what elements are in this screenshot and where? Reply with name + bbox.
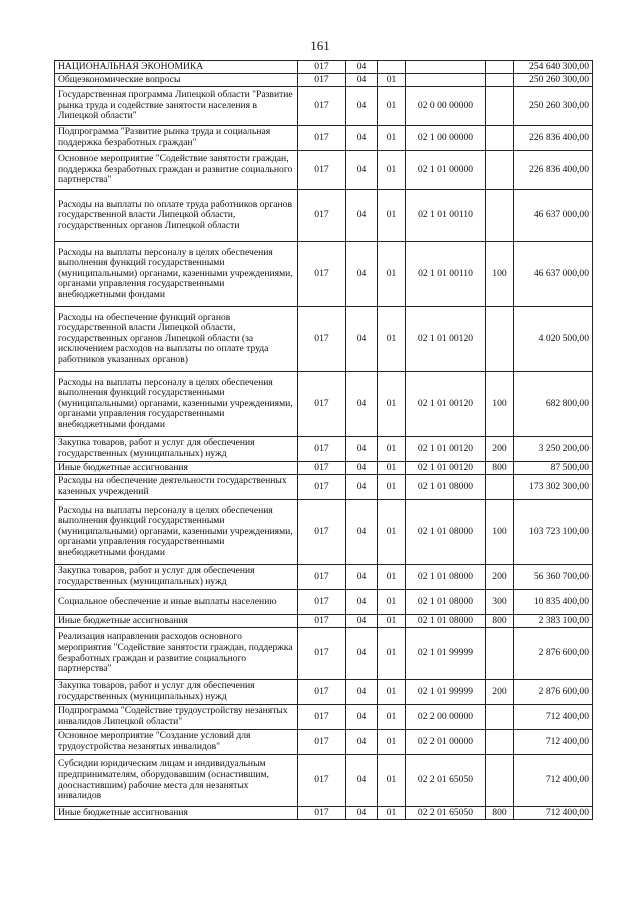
row-section-code: 04 xyxy=(346,615,378,628)
row-target-article: 02 1 01 08000 xyxy=(406,500,486,565)
table-row xyxy=(55,680,593,705)
row-ministry-code: 017 xyxy=(298,680,346,705)
row-expense-type: 100 xyxy=(486,500,514,565)
row-target-article: 02 1 01 08000 xyxy=(406,475,486,500)
row-section-code: 04 xyxy=(346,242,378,307)
row-subsection-code: 01 xyxy=(378,680,406,705)
row-name: Иные бюджетные ассигнования xyxy=(55,462,298,475)
row-amount: 226 836 400,00 xyxy=(514,151,593,190)
row-expense-type xyxy=(486,628,514,680)
row-ministry-code: 017 xyxy=(298,807,346,820)
row-amount: 682 800,00 xyxy=(514,372,593,437)
table-row xyxy=(55,462,593,475)
table-row xyxy=(55,151,593,190)
row-target-article: 02 2 00 00000 xyxy=(406,705,486,730)
row-target-article: 02 1 01 08000 xyxy=(406,590,486,615)
row-target-article: 02 1 01 08000 xyxy=(406,615,486,628)
row-target-article: 02 1 01 00110 xyxy=(406,190,486,242)
row-target-article: 02 1 01 00120 xyxy=(406,307,486,372)
row-name: Расходы на выплаты по оплате труда работников органов государственной власти Липецкой области, государственных органов Липецкой области xyxy=(55,190,298,242)
row-ministry-code: 017 xyxy=(298,74,346,87)
row-expense-type: 100 xyxy=(486,242,514,307)
row-expense-type xyxy=(486,87,514,126)
row-name: Расходы на выплаты персоналу в целях обеспечения выполнения функций государственными (муниципальными) органами, казенными учреждениями, органами управления государственными внебюджетными фондами xyxy=(55,500,298,565)
table-row xyxy=(55,475,593,500)
row-target-article: 02 2 01 65050 xyxy=(406,755,486,807)
row-ministry-code: 017 xyxy=(298,462,346,475)
row-subsection-code: 01 xyxy=(378,615,406,628)
row-expense-type xyxy=(486,151,514,190)
budget-table xyxy=(54,60,593,820)
row-expense-type xyxy=(486,74,514,87)
row-subsection-code: 01 xyxy=(378,190,406,242)
row-subsection-code: 01 xyxy=(378,437,406,462)
row-section-code: 04 xyxy=(346,730,378,755)
row-target-article: 02 2 01 00000 xyxy=(406,730,486,755)
row-ministry-code: 017 xyxy=(298,307,346,372)
row-target-article: 02 0 00 00000 xyxy=(406,87,486,126)
row-expense-type: 800 xyxy=(486,807,514,820)
row-ministry-code: 017 xyxy=(298,500,346,565)
row-amount: 712 400,00 xyxy=(514,730,593,755)
row-ministry-code: 017 xyxy=(298,87,346,126)
row-expense-type xyxy=(486,730,514,755)
row-target-article: 02 1 01 00110 xyxy=(406,242,486,307)
table-row xyxy=(55,372,593,437)
row-name: Иные бюджетные ассигнования xyxy=(55,615,298,628)
row-subsection-code: 01 xyxy=(378,87,406,126)
row-name: Расходы на выплаты персоналу в целях обеспечения выполнения функций государственными (муниципальными) органами, казенными учреждениями, органами управления государственными внебюджетными фондами xyxy=(55,242,298,307)
row-expense-type xyxy=(486,705,514,730)
row-subsection-code: 01 xyxy=(378,462,406,475)
table-row xyxy=(55,61,593,74)
row-amount: 4 020 500,00 xyxy=(514,307,593,372)
row-target-article: 02 1 01 99999 xyxy=(406,680,486,705)
row-amount: 2 383 100,00 xyxy=(514,615,593,628)
row-section-code: 04 xyxy=(346,807,378,820)
table-row xyxy=(55,730,593,755)
row-expense-type xyxy=(486,755,514,807)
table-row xyxy=(55,615,593,628)
row-name: НАЦИОНАЛЬНАЯ ЭКОНОМИКА xyxy=(55,61,298,74)
row-section-code: 04 xyxy=(346,307,378,372)
row-name: Закупка товаров, работ и услуг для обеспечения государственных (муниципальных) нужд xyxy=(55,565,298,590)
row-section-code: 04 xyxy=(346,462,378,475)
row-subsection-code: 01 xyxy=(378,151,406,190)
row-subsection-code: 01 xyxy=(378,628,406,680)
row-name: Закупка товаров, работ и услуг для обеспечения государственных (муниципальных) нужд xyxy=(55,680,298,705)
row-ministry-code: 017 xyxy=(298,151,346,190)
table-body xyxy=(55,61,593,820)
row-name: Подпрограмма "Развитие рынка труда и социальная поддержка безработных граждан" xyxy=(55,126,298,151)
row-section-code: 04 xyxy=(346,705,378,730)
row-subsection-code: 01 xyxy=(378,372,406,437)
row-subsection-code: 01 xyxy=(378,475,406,500)
row-amount: 250 260 300,00 xyxy=(514,74,593,87)
row-target-article: 02 1 00 00000 xyxy=(406,126,486,151)
row-target-article: 02 1 01 08000 xyxy=(406,565,486,590)
row-ministry-code: 017 xyxy=(298,590,346,615)
row-name: Государственная программа Липецкой области "Развитие рынка труда и содействие занятости населения в Липецкой области" xyxy=(55,87,298,126)
table-row xyxy=(55,74,593,87)
row-amount: 712 400,00 xyxy=(514,755,593,807)
table-row xyxy=(55,705,593,730)
table-row xyxy=(55,628,593,680)
table-row xyxy=(55,807,593,820)
row-target-article: 02 1 01 00000 xyxy=(406,151,486,190)
row-ministry-code: 017 xyxy=(298,372,346,437)
row-ministry-code: 017 xyxy=(298,565,346,590)
row-expense-type xyxy=(486,307,514,372)
row-target-article: 02 1 01 00120 xyxy=(406,437,486,462)
row-name: Расходы на обеспечение функций органов государственной власти Липецкой области, государственных органов Липецкой области (за исключением расходов на выплаты по оплате труда работников указанных органов) xyxy=(55,307,298,372)
row-section-code: 04 xyxy=(346,475,378,500)
row-amount: 10 835 400,00 xyxy=(514,590,593,615)
row-section-code: 04 xyxy=(346,590,378,615)
table-row xyxy=(55,755,593,807)
row-amount: 46 637 000,00 xyxy=(514,190,593,242)
row-expense-type xyxy=(486,126,514,151)
row-amount: 250 260 300,00 xyxy=(514,87,593,126)
row-ministry-code: 017 xyxy=(298,615,346,628)
row-expense-type: 200 xyxy=(486,680,514,705)
row-name: Реализация направления расходов основного мероприятия "Содействие занятости граждан, поддержка безработных граждан и развитие социального партнерства" xyxy=(55,628,298,680)
row-subsection-code: 01 xyxy=(378,307,406,372)
row-amount: 87 500,00 xyxy=(514,462,593,475)
row-name: Общеэкономические вопросы xyxy=(55,74,298,87)
row-target-article: 02 1 01 99999 xyxy=(406,628,486,680)
row-section-code: 04 xyxy=(346,61,378,74)
row-ministry-code: 017 xyxy=(298,628,346,680)
row-section-code: 04 xyxy=(346,190,378,242)
row-expense-type: 200 xyxy=(486,437,514,462)
row-section-code: 04 xyxy=(346,126,378,151)
row-target-article xyxy=(406,74,486,87)
row-amount: 56 360 700,00 xyxy=(514,565,593,590)
row-name: Субсидии юридическим лицам и индивидуальным предпринимателям, оборудовавшим (оснастившим, дооснастившим) рабочие места для незанятых инвалидов xyxy=(55,755,298,807)
row-section-code: 04 xyxy=(346,74,378,87)
row-subsection-code: 01 xyxy=(378,242,406,307)
row-ministry-code: 017 xyxy=(298,61,346,74)
row-name: Расходы на обеспечение деятельности государственных казенных учреждений xyxy=(55,475,298,500)
row-amount: 712 400,00 xyxy=(514,807,593,820)
row-subsection-code: 01 xyxy=(378,126,406,151)
row-target-article: 02 1 01 00120 xyxy=(406,372,486,437)
row-ministry-code: 017 xyxy=(298,190,346,242)
row-name: Социальное обеспечение и иные выплаты населению xyxy=(55,590,298,615)
row-amount: 254 640 300,00 xyxy=(514,61,593,74)
table-row xyxy=(55,500,593,565)
row-section-code: 04 xyxy=(346,372,378,437)
row-name: Расходы на выплаты персоналу в целях обеспечения выполнения функций государственными (муниципальными) органами, казенными учреждениями, органами управления государственными внебюджетными фондами xyxy=(55,372,298,437)
row-section-code: 04 xyxy=(346,500,378,565)
table-row xyxy=(55,126,593,151)
row-expense-type: 200 xyxy=(486,565,514,590)
row-ministry-code: 017 xyxy=(298,755,346,807)
row-ministry-code: 017 xyxy=(298,242,346,307)
table-row xyxy=(55,242,593,307)
row-name: Закупка товаров, работ и услуг для обеспечения государственных (муниципальных) нужд xyxy=(55,437,298,462)
row-expense-type xyxy=(486,190,514,242)
row-amount: 103 723 100,00 xyxy=(514,500,593,565)
row-ministry-code: 017 xyxy=(298,475,346,500)
row-target-article xyxy=(406,61,486,74)
row-amount: 3 250 200,00 xyxy=(514,437,593,462)
row-amount: 173 302 300,00 xyxy=(514,475,593,500)
row-target-article: 02 1 01 00120 xyxy=(406,462,486,475)
table-row xyxy=(55,437,593,462)
row-expense-type xyxy=(486,61,514,74)
row-name: Иные бюджетные ассигнования xyxy=(55,807,298,820)
row-section-code: 04 xyxy=(346,680,378,705)
table-row xyxy=(55,87,593,126)
row-subsection-code: 01 xyxy=(378,565,406,590)
row-amount: 46 637 000,00 xyxy=(514,242,593,307)
row-section-code: 04 xyxy=(346,565,378,590)
row-subsection-code: 01 xyxy=(378,590,406,615)
row-expense-type: 800 xyxy=(486,462,514,475)
table-row xyxy=(55,190,593,242)
row-subsection-code: 01 xyxy=(378,74,406,87)
row-subsection-code: 01 xyxy=(378,755,406,807)
row-ministry-code: 017 xyxy=(298,126,346,151)
row-expense-type: 100 xyxy=(486,372,514,437)
row-name: Основное мероприятие "Создание условий для трудоустройства незанятых инвалидов" xyxy=(55,730,298,755)
row-expense-type: 300 xyxy=(486,590,514,615)
row-section-code: 04 xyxy=(346,628,378,680)
row-amount: 712 400,00 xyxy=(514,705,593,730)
row-subsection-code xyxy=(378,61,406,74)
row-ministry-code: 017 xyxy=(298,730,346,755)
table-row xyxy=(55,307,593,372)
row-amount: 2 876 600,00 xyxy=(514,680,593,705)
row-subsection-code: 01 xyxy=(378,500,406,565)
row-section-code: 04 xyxy=(346,87,378,126)
row-amount: 226 836 400,00 xyxy=(514,126,593,151)
row-section-code: 04 xyxy=(346,437,378,462)
table-row xyxy=(55,590,593,615)
row-expense-type: 800 xyxy=(486,615,514,628)
row-subsection-code: 01 xyxy=(378,705,406,730)
row-ministry-code: 017 xyxy=(298,705,346,730)
page-number: 161 xyxy=(310,38,330,53)
row-section-code: 04 xyxy=(346,755,378,807)
row-subsection-code: 01 xyxy=(378,730,406,755)
row-name: Основное мероприятие "Содействие занятости граждан, поддержка безработных граждан и развитие социального партнерства" xyxy=(55,151,298,190)
table-row xyxy=(55,565,593,590)
row-amount: 2 876 600,00 xyxy=(514,628,593,680)
row-subsection-code: 01 xyxy=(378,807,406,820)
row-ministry-code: 017 xyxy=(298,437,346,462)
row-section-code: 04 xyxy=(346,151,378,190)
row-expense-type xyxy=(486,475,514,500)
row-name: Подпрограмма "Содействие трудоустройству незанятых инвалидов Липецкой области" xyxy=(55,705,298,730)
row-target-article: 02 2 01 65050 xyxy=(406,807,486,820)
